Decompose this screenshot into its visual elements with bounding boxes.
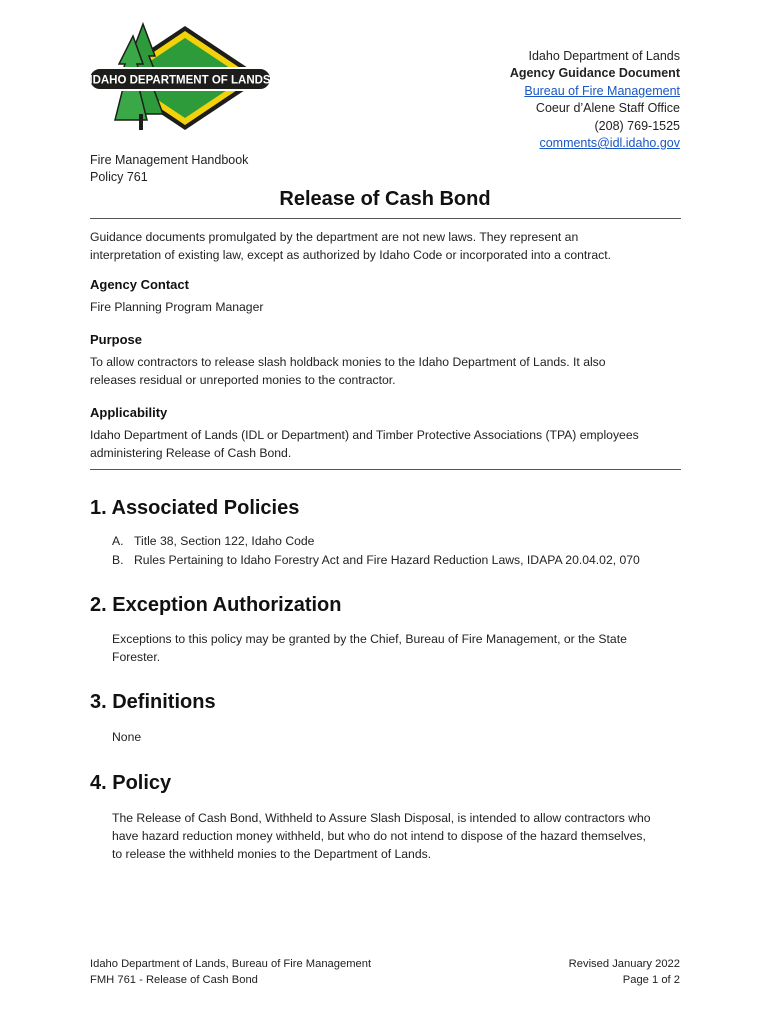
footer-doc-id: FMH 761 - Release of Cash Bond — [90, 974, 258, 986]
intro-line-2: interpretation of existing law, except as authorized by Idaho Code or incorporated into a contract. — [90, 248, 611, 262]
applicability-line-1: Idaho Department of Lands (IDL or Department) and Timber Protective Associations (TPA) employees — [90, 428, 639, 442]
section-3-heading: 3. Definitions — [90, 691, 216, 713]
intro-paragraph — [90, 228, 690, 264]
logo-text: IDAHO DEPARTMENT OF LANDS — [89, 74, 271, 87]
definitions-text: None — [112, 730, 142, 744]
list-item — [112, 551, 640, 570]
policy-number: Policy 761 — [90, 170, 148, 184]
intro-line-1: Guidance documents promulgated by the department are not new laws. They represent an — [90, 230, 579, 244]
agency-contact-text: Fire Planning Program Manager — [90, 300, 264, 314]
purpose-line-1: To allow contractors to release slash holdback monies to the Idaho Department of Lands. It also — [90, 355, 606, 369]
policy-paragraph — [112, 809, 692, 863]
policy-line-2: have hazard reduction money withheld, but who do not intend to dispose of the hazard themselves, — [112, 829, 646, 843]
exception-line-1: Exceptions to this policy may be granted by the Chief, Bureau of Fire Management, or the State — [112, 632, 627, 646]
idl-logo-graphic — [85, 22, 275, 134]
handbook-name: Fire Management Handbook — [90, 153, 249, 167]
section-4-heading: 4. Policy — [90, 772, 172, 794]
email-link[interactable]: comments@idl.idaho.gov — [539, 136, 680, 151]
purpose-heading: Purpose — [90, 332, 143, 347]
list-item-text: Rules Pertaining to Idaho Forestry Act and Fire Hazard Reduction Laws, IDAPA 20.04.02, 070 — [134, 553, 640, 567]
section-2-heading: 2. Exception Authorization — [90, 594, 342, 616]
document-title: Release of Cash Bond — [279, 188, 491, 210]
policy-line-1: The Release of Cash Bond, Withheld to Assure Slash Disposal, is intended to allow contractors who — [112, 811, 651, 825]
applicability-heading: Applicability — [90, 405, 168, 420]
associated-policies-list — [112, 532, 640, 570]
header-phone: (208) 769-1525 — [594, 118, 680, 133]
bureau-link[interactable]: Bureau of Fire Management — [524, 83, 680, 98]
section-1-heading: 1. Associated Policies — [90, 497, 300, 519]
exception-line-2: Forester. — [112, 650, 161, 664]
section-divider — [90, 469, 681, 470]
list-item — [112, 532, 640, 551]
footer-org: Idaho Department of Lands, Bureau of Fire Management — [90, 958, 372, 970]
exception-paragraph — [112, 630, 692, 666]
applicability-line-2: administering Release of Cash Bond. — [90, 446, 292, 460]
list-item-letter: B. — [112, 553, 124, 567]
policy-line-3: to release the withheld monies to the Department of Lands. — [112, 847, 432, 861]
title-divider — [90, 218, 681, 219]
footer-page-number: Page 1 of 2 — [622, 974, 680, 986]
header-contact-block — [510, 48, 680, 152]
footer-revised: Revised January 2022 — [568, 958, 680, 970]
header-office: Coeur d’Alene Staff Office — [535, 101, 680, 116]
purpose-line-2: releases residual or unreported monies to the contractor. — [90, 373, 396, 387]
idl-logo — [85, 22, 275, 134]
footer-right — [569, 956, 680, 988]
footer-left — [90, 956, 371, 988]
purpose-paragraph — [90, 353, 690, 389]
handbook-label — [90, 152, 248, 186]
header-org: Idaho Department of Lands — [528, 49, 680, 63]
agency-contact-heading: Agency Contact — [90, 277, 189, 292]
list-item-text: Title 38, Section 122, Idaho Code — [134, 534, 315, 548]
list-item-letter: A. — [112, 534, 124, 548]
header-doc-type: Agency Guidance Document — [509, 66, 680, 81]
applicability-paragraph — [90, 426, 690, 462]
